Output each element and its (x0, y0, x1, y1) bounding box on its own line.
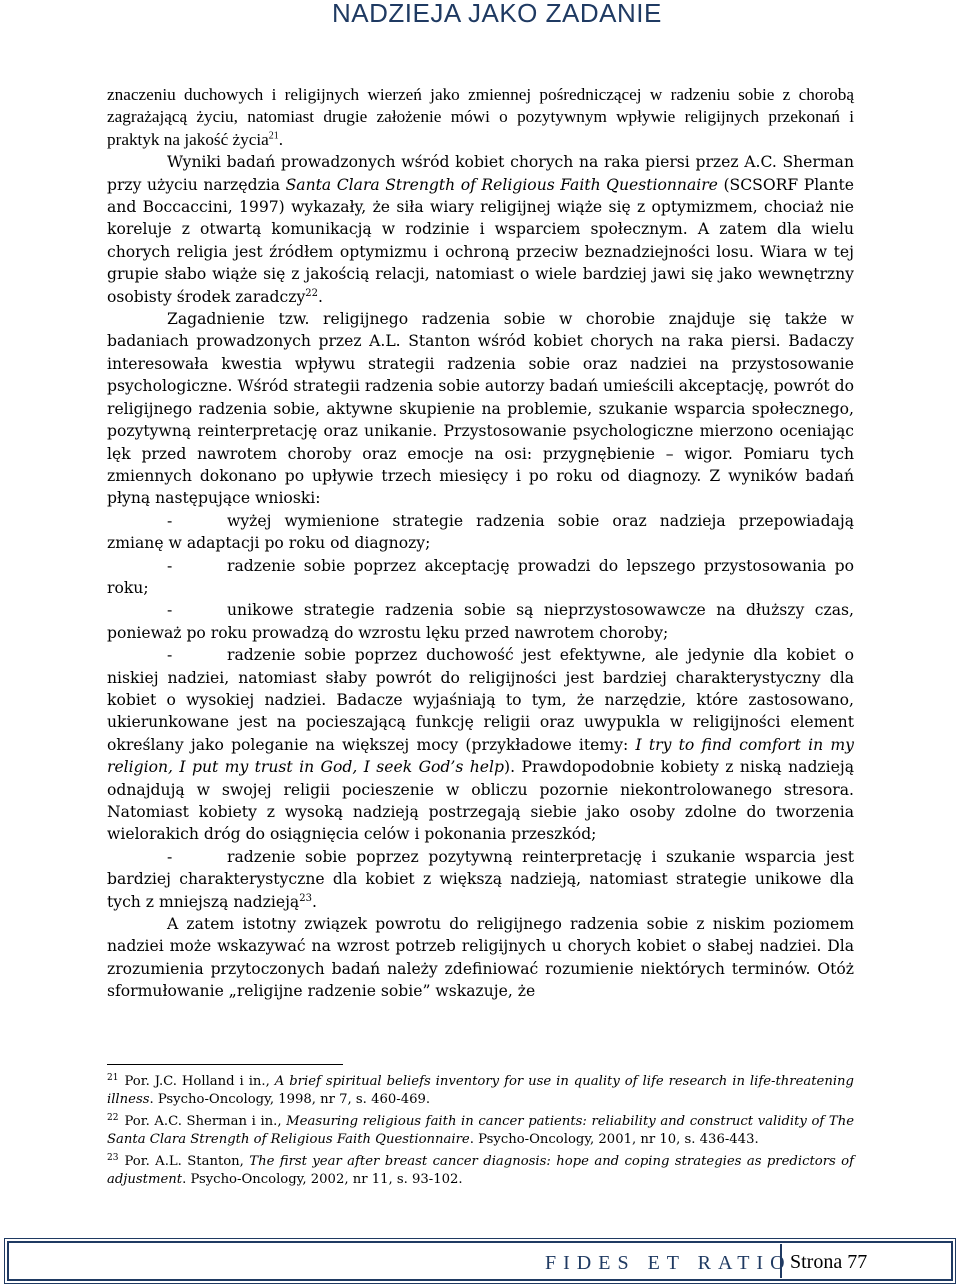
footnote-number: 21 (107, 1072, 119, 1083)
list-dash: - (167, 601, 173, 620)
footnote (107, 1073, 854, 1108)
list-item (107, 555, 854, 600)
paragraph-2-text-b: (SCSORF Plante and Boccaccini, 1997) wykazały, że siła wiary religijnej wiąże się z optymizmem, chociaż nie koreluje z otwartą komunikacją w rodzinie i wsparciem społecznym. A zatem dla wielu chorych religia jest źródłem optymizmu i ochroną przeciw beznadziejności losu. Wiara w tej grupie słabo wiąże się z jakością relacji, natomiast o wiele bardziej jawi się jako wewnętrzny osobisty środek zaradczy (107, 175, 855, 306)
footnote-author: Por. J.C. Holland i in., (124, 1074, 275, 1089)
main-text (107, 84, 854, 1003)
footer-divider (780, 1244, 782, 1278)
list-dash: - (167, 646, 173, 665)
list-item (107, 599, 854, 644)
footnote (107, 1153, 854, 1188)
footnote-author: Por. A.C. Sherman i in., (124, 1114, 287, 1130)
list-item-4-text-b: ). Prawdopodobnie kobiety z niską nadzieją odnajdują w swojej religii pocieszenie w obliczu pozornie niekontrolowanego stresora. Natomiast kobiety z wysoką nadzieją postrzegają siebie jako osoby zdolne do tworzenia wielorakich dróg do osiągnięcia celów i pokonania przeszkód; (107, 758, 854, 844)
footnote-ref-22[interactable]: 22 (305, 287, 318, 299)
paragraph-4: A zatem istotny związek powrotu do religijnego radzenia sobie z niskim poziomem nadziei może wskazywać na wzrost potrzeb religijnych u chorych kobiet o słabej nadziei. Dla zrozumienia przytoczonych badań należy zdefiniować rozumienie niektórych terminów. Otóż sformułowanie „religijne radzenie sobie” wskazuje, że (107, 915, 854, 1001)
footnote-number: 22 (107, 1112, 119, 1123)
list-item-3-text: unikowe strategie radzenia sobie są nieprzystosowawcze na dłuższy czas, ponieważ po roku prowadzą do wzrostu lęku przed nawrotem choroby; (107, 601, 854, 642)
paragraph-3: Zagadnienie tzw. religijnego radzenia sobie w chorobie znajduje się także w badaniach prowadzonych przez A.L. Stanton wśród kobiet chorych na raka piersi. Badaczy interesowała kwestia wpływu strategii radzenia sobie oraz nadziei na przystosowanie psychologiczne. Wśród strategii radzenia sobie autorzy badań umieścili akceptację, powrót do religijnego radzenia sobie, aktywne skupienie na problemie, szukanie wsparcia społecznego, pozytywną reinterpretację oraz unikanie. Przystosowanie psychologiczne mierzono oceniając lęk przed nawrotem choroby oraz emocje na osi: przygnębienie – wigor. Pomiaru tych zmiennych dokonano po upływie trzech miesięcy i po roku od diagnozy. Z wyników badań płyną następujące wnioski: (107, 310, 854, 508)
list-item-1-text: wyżej wymienione strategie radzenia sobie oraz nadzieja przepowiadają zmianę w adaptacji po roku od diagnozy; (107, 511, 854, 553)
list-item (107, 644, 854, 846)
list-item-4-italic-quote: I try to find comfort in my religion, I put my trust in God, I seek God’s help (107, 735, 854, 777)
footnote-separator (107, 1064, 343, 1065)
list-dash: - (167, 847, 173, 866)
footnote-author: Por. A.L. Stanton, (124, 1154, 250, 1170)
footnote-number: 23 (107, 1152, 119, 1163)
paragraph-1-text: znaczeniu duchowych i religijnych wierzeń jako zmiennej pośredniczącej w radzeniu sobie z chorobą zagrażającą życiu, natomiast drugie założenie mówi o pozytywnym wpływie religijnych przekonań i praktyk na jakość życia (107, 85, 854, 149)
page-number: Strona 77 (790, 1251, 868, 1273)
footnotes (107, 1073, 854, 1194)
running-header-title: NADZIEJA JAKO ZADANIE (332, 0, 662, 28)
paragraph-2-text-a: Wyniki badań prowadzonych wśród kobiet chorych na raka piersi przez A.C. Sherman przy użyciu narzędzia (107, 153, 854, 194)
list-item-5-text: radzenie sobie poprzez pozytywną reinterpretację i szukanie wsparcia jest bardziej charakterystyczne dla kobiet z większą nadzieją, natomiast strategie unikowe dla tych z mniejszą nadzieją (107, 847, 854, 911)
footnote-ref-23[interactable]: 23 (299, 892, 312, 904)
footnote-title: Measuring religious faith in cancer patients: reliability and construct validity of The Santa Clara Strength of Religious Faith Questionnaire (107, 1114, 854, 1147)
list-item: - radzenie sobie poprzez pozytywną reinterpretację i szukanie wsparcia jest bardziej charakterystyczne dla kobiet z większą nadzieją, natomiast strategie unikowe dla tych z mniejszą nadzieją$^{23}$. (107, 847, 854, 911)
footnote-ref-21[interactable]: 21 (268, 130, 279, 142)
list-dash: - (167, 556, 173, 575)
running-header (0, 0, 960, 44)
footnote-title: A brief spiritual beliefs inventory for use in quality of life research in life-threatening illness (107, 1074, 854, 1107)
footnote-title: The first year after breast cancer diagnosis: hope and coping strategies as predictors of adjustment (107, 1154, 854, 1187)
footnote-source: . Psycho-Oncology, 2001, nr 10, s. 436-443. (469, 1131, 759, 1147)
footnote (107, 1113, 854, 1148)
paragraph-2: Wyniki badań prowadzonych wśród kobiet chorych na raka piersi przez A.C. Sherman przy użyciu narzędzia Santa Clara Strength of Religious Faith Questionnaire (SCSORF Plante and Boccaccini, 1997) wykazały, że siła wiary religijnej wiąże się z optymizmem, chociaż nie koreluje z otwartą komunikacją w rodzinie i wsparciem społecznym. A zatem dla wielu chorych religia jest źródłem optymizmu i ochroną przeciw beznadziejności losu. Wiara w tej grupie słabo wiąże się z jakością relacji, natomiast o wiele bardziej jawi się jako wewnętrzny osobisty środek zaradczy$^{22}$. (107, 153, 855, 306)
footnote-source: . Psycho-Oncology, 1998, nr 7, s. 460-469. (149, 1091, 431, 1107)
list-item-4-text-a: radzenie sobie poprzez duchowość jest efektywne, ale jedynie dla kobiet o niskiej nadziei, natomiast słaby powrót do religijności jest bardziej charakterystyczny dla kobiet o wysokiej nadziei. Badacze wyjaśniają to tym, że narzędzie, które zastosowano, ukierunkowane jest na pocieszającą funkcję religii oraz uwypukla w religijności element określany jako poleganie na większej mocy (przykładowe itemy: (107, 646, 854, 754)
paragraph-2-italic-title: Santa Clara Strength of Religious Faith Questionnaire (285, 175, 718, 194)
footer-journal-name: FIDES ET RATIO (545, 1252, 792, 1274)
list-item (107, 510, 854, 555)
paragraph-1: znaczeniu duchowych i religijnych wierzeń jako zmiennej pośredniczącej w radzeniu sobie z chorobą zagrażającą życiu, natomiast drugie założenie mówi o pozytywnym wpływie religijnych przekonań i praktyk na jakość życia$^{21}$. (107, 85, 854, 149)
footnote-source: . Psycho-Oncology, 2002, nr 11, s. 93-102. (182, 1171, 463, 1187)
list-item-2-text: radzenie sobie poprzez akceptację prowadzi do lepszego przystosowania po roku; (107, 556, 854, 597)
list-dash: - (167, 511, 173, 530)
